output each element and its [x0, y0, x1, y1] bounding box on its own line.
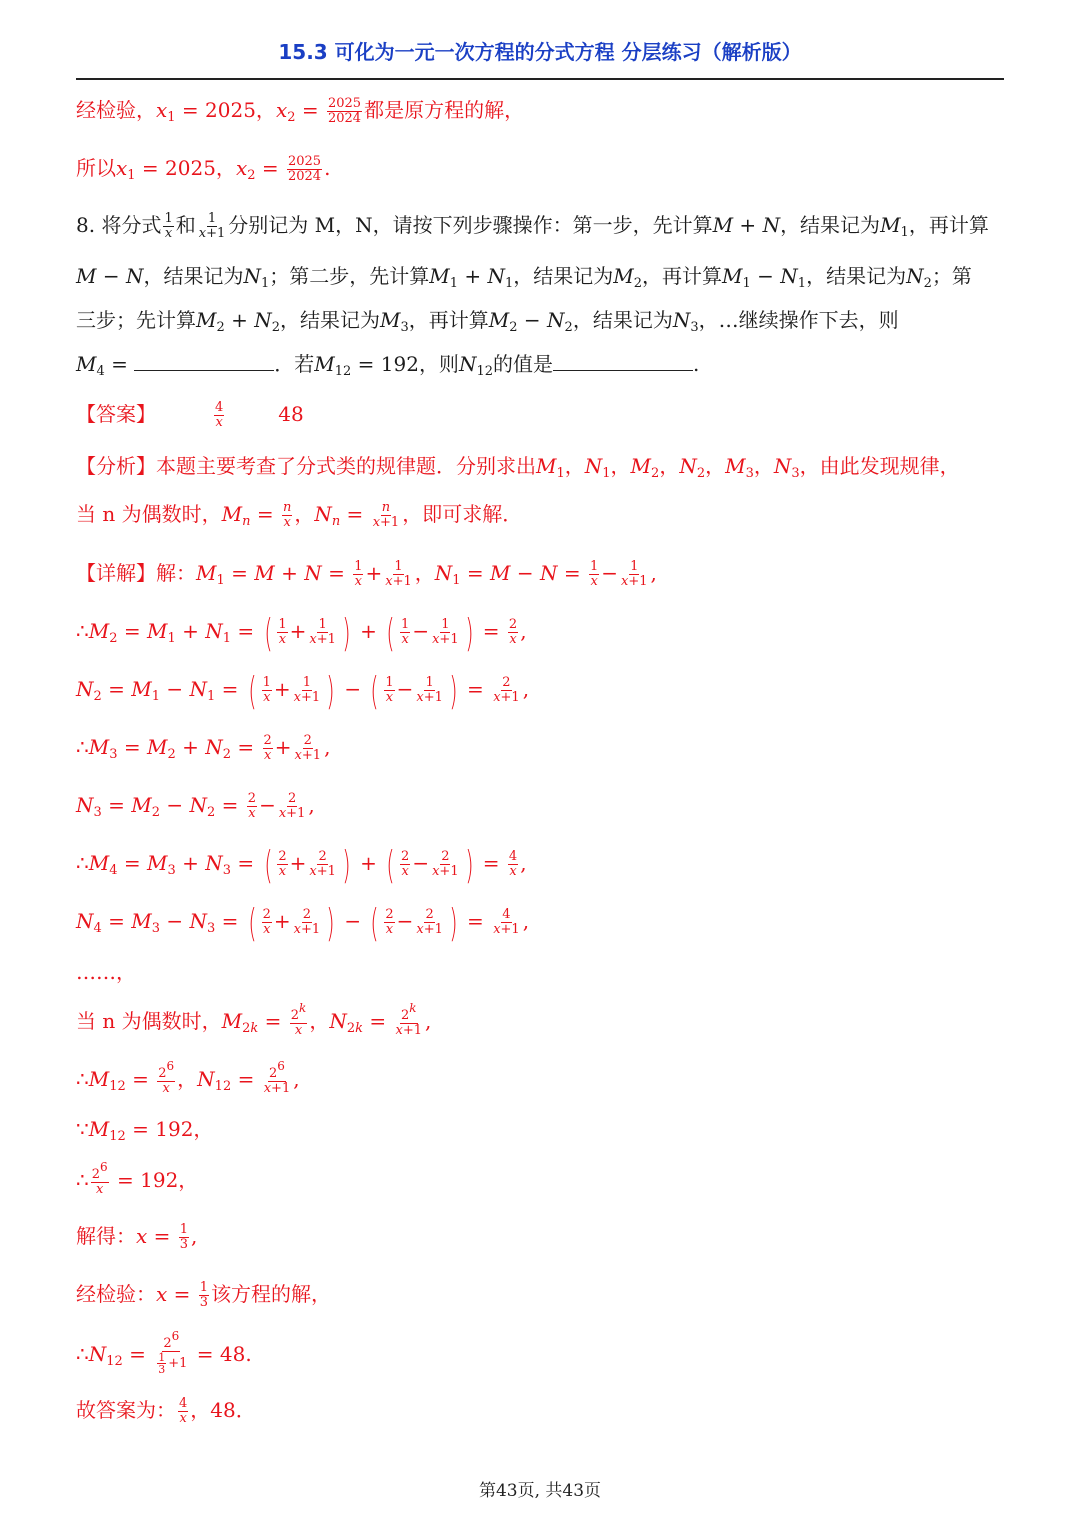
answer-blank-2[interactable]	[553, 350, 693, 371]
text: ，结果记为	[806, 264, 907, 288]
text: 所以	[76, 156, 116, 180]
text: ，结果记为	[143, 264, 244, 288]
detail-line-9: $\therefore M_{12}$ = $\frac{2^6}{x}$ ，$N_{12}$ = $\frac{2^6}{x+1}$ ,	[76, 1058, 300, 1096]
text: 经检验：	[76, 1282, 156, 1306]
detail-line-10: $\because M_{12} = 192$，	[76, 1117, 214, 1144]
text: 48	[278, 402, 304, 426]
text: ，再计算	[908, 213, 989, 237]
question-line-1: 8. 将分式 $\frac{1}{x}$ 和 $\frac{1}{x+1}$ 分别记为 M，N，请按下列步骤操作：第一步，先计算M + N，结果记为$M_1$，再计算	[76, 211, 989, 241]
text: ，结果记为	[280, 308, 381, 332]
detail-ellipsis: ……，	[76, 960, 136, 984]
detail-line-14: $\therefore N_{12}$ = $2^6$ $\frac{1}{3}$ +1 = 48.	[76, 1329, 252, 1376]
text: 的值是	[492, 352, 553, 376]
text: ，即可求解．	[402, 502, 523, 526]
line-check-roots: 经检验，$x_1 = 2025$，$x_2$ = $\frac{2025}{2024}$ 都是原方程的解，	[76, 96, 525, 126]
text: 解得：	[76, 1224, 136, 1248]
text: 8. 将分式	[76, 213, 162, 237]
text: 当 n 为偶数时，	[76, 502, 222, 526]
text: ；第二步，先计算	[269, 264, 430, 288]
page-footer: 第43页, 共43页	[478, 1481, 602, 1501]
text: 都是原方程的解，	[364, 98, 525, 122]
analysis-line-1: 【分析】本题主要考查了分式类的规律题．分别求出$M_1$，$N_1$，$M_2$，$N_2$，$M_3$，$N_3$，由此发现规律，	[76, 454, 960, 481]
detail-line-4: $\therefore M_3 = M_2 + N_2$ = $\frac{2}{x}$ + $\frac{2}{x+1}$ ,	[76, 733, 331, 763]
text: ，结果记为	[513, 264, 614, 288]
text: 当 n 为偶数时，	[76, 1009, 222, 1033]
detail-label: 【详解】	[76, 561, 156, 585]
question-line-2: M − N，结果记为$N_1$；第二步，先计算$M_1 + N_1$，结果记为$M_2$，再计算$M_1 - N_1$，结果记为$N_2$；第	[76, 264, 972, 291]
analysis-line-2: 当 n 为偶数时，$M_n$ = $\frac{n}{x}$ ，$N_n$ = $\frac{n}{x+1}$ ，即可求解．	[76, 500, 523, 530]
analysis-label: 【分析】	[76, 454, 156, 478]
text: 分别记为 M，N，请按下列步骤操作：第一步，先计算	[228, 213, 713, 237]
line-so-roots: 所以$x_1 = 2025$，$x_2$ = $\frac{2025}{2024}$ .	[76, 154, 331, 184]
answer-line: 【答案】 $\frac{4}{x}$ 48	[76, 400, 304, 430]
text: 和	[175, 213, 196, 237]
final-answer-line: 故答案为： $\frac{4}{x}$ ，48．	[76, 1396, 256, 1426]
question-line-4: $M_4$ = ．若$M_{12} = 192$，则$N_{12}$的值是 .	[76, 352, 700, 379]
text: 故答案为：	[76, 1398, 176, 1422]
text: ，再计算	[642, 264, 723, 288]
text: ，再计算	[408, 308, 489, 332]
answer-blank-1[interactable]	[134, 350, 274, 371]
header-divider	[76, 78, 1004, 80]
text: ，…继续操作下去，则	[698, 308, 899, 332]
page-title: 15.3 可化为一元一次方程的分式方程 分层练习（解析版）	[278, 40, 802, 64]
text: ．若	[274, 352, 315, 376]
detail-line-13: 经检验：x = $\frac{1}{3}$ 该方程的解，	[76, 1280, 332, 1310]
text: 经检验，	[76, 98, 156, 122]
text: 48．	[210, 1398, 256, 1422]
text: ，结果记为	[572, 308, 673, 332]
question-line-3: 三步；先计算$M_2 + N_2$，结果记为$M_3$，再计算$M_2 - N_2$，结果记为$N_3$，…继续操作下去，则	[76, 308, 899, 335]
text: ；第	[931, 264, 972, 288]
detail-line-6: $\therefore M_4 = M_3 + N_3$ = ( $\frac{2}{x}$ + $\frac{2}{x+1}$ ) + ( $\frac{2}{x}$ − $\frac{2}{x+1}$ ) = $\frac{4}{x}$ ,	[76, 842, 527, 887]
answer-label: 【答案】	[76, 402, 156, 426]
text: ，结果记为	[780, 213, 881, 237]
detail-line-1: 【详解】解：$M_1 = M + N$ = $\frac{1}{x}$ + $\frac{1}{x+1}$ ，$N_1 = M - N$ = $\frac{1}{x}$ − $\frac{1}{x+1}$ ,	[76, 559, 657, 589]
text: 解：	[156, 561, 196, 585]
detail-line-5: $N_3 = M_2 - N_2$ = $\frac{2}{x}$ − $\frac{2}{x+1}$ ,	[76, 791, 315, 821]
detail-line-7: $N_4 = M_3 - N_3$ = ( $\frac{2}{x}$ + $\frac{2}{x+1}$ ) − ( $\frac{2}{x}$ − $\frac{2}{x+1}$ ) = $\frac{4}{x+1}$ ,	[76, 900, 530, 945]
text: 该方程的解，	[211, 1282, 332, 1306]
detail-line-12: 解得：x = $\frac{1}{3}$ ,	[76, 1222, 198, 1252]
detail-line-8: 当 n 为偶数时，$M_{2k}$ = $\frac{2^k}{x}$ ，$N_{2k}$ = $\frac{2^k}{x+1}$ ,	[76, 1000, 432, 1038]
text: ，则	[418, 352, 459, 376]
text: ，由此发现规律，	[799, 454, 960, 478]
text: 三步；先计算	[76, 308, 196, 332]
text: 本题主要考查了分式类的规律题．分别求出	[156, 454, 536, 478]
detail-line-3: $N_2 = M_1 - N_1$ = ( $\frac{1}{x}$ + $\frac{1}{x+1}$ ) − ( $\frac{1}{x}$ − $\frac{1}{x+1}$ ) = $\frac{2}{x+1}$ ,	[76, 668, 530, 713]
detail-line-2: $\therefore M_2 = M_1 + N_1$ = ( $\frac{1}{x}$ + $\frac{1}{x+1}$ ) + ( $\frac{1}{x}$ − $\frac{1}{x+1}$ ) = $\frac{2}{x}$ ,	[76, 610, 527, 655]
detail-line-11: ∴ $\frac{2^6}{x}$ = 192，	[76, 1159, 199, 1197]
